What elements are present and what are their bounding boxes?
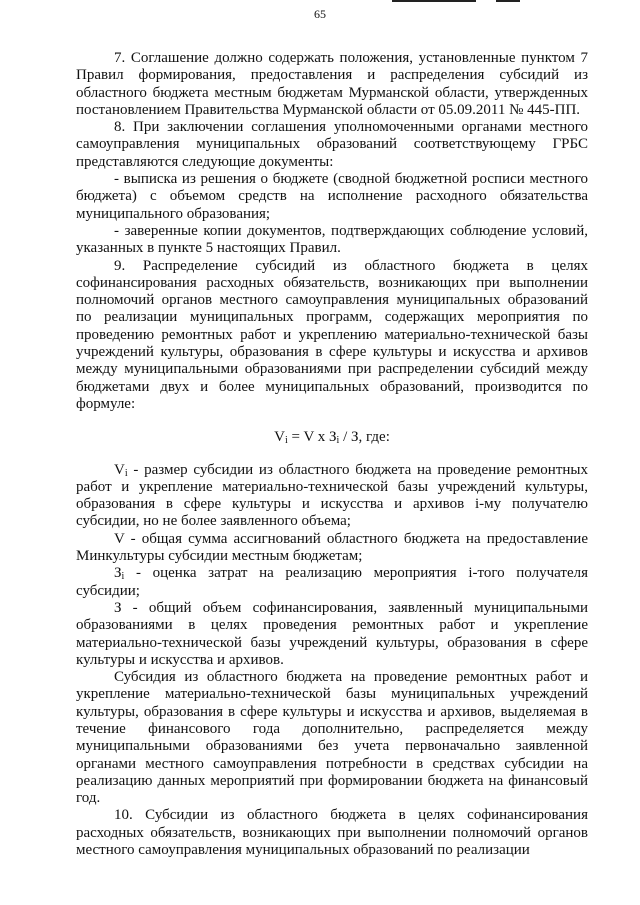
definition-zi: $З_i$ - оценка затрат на реализацию мероприятия i-того получателя субсидии; bbox=[76, 565, 588, 599]
document-body bbox=[76, 50, 588, 859]
scan-edge-mark bbox=[392, 0, 476, 2]
formula: $V_i = V$ x $З_i$ / З, где: bbox=[274, 429, 390, 447]
definition-z: З - общий объем софинансирования, заявленный муниципальными образованиями в целях проведения ремонтных работ и укрепление материально-технической базы учреждений культуры, образования в сфере культуры и искусства и архивов. bbox=[76, 599, 588, 668]
paragraph: 10. Субсидии из областного бюджета в целях софинансирования расходных обязательств, возникающих при выполнении полномочий органов местного самоуправления муниципальных образований по реализации bbox=[76, 807, 588, 859]
paragraph: Субсидия из областного бюджета на проведение ремонтных работ и укрепление материально-технической базы муниципальных учреждений культуры, образования в сфере культуры и искусства и архивов, выделяемая в течение финансового года дополнительно, распределяется между муниципальными образованиями без учета первоначально заявленной органами местного самоуправления потребности в средствах субсидии на реализацию данных мероприятий при формировании бюджета на финансовый год. bbox=[76, 669, 588, 807]
paragraph: - заверенные копии документов, подтверждающих соблюдение условий, указанных в пункте 5 настоящих Правил. bbox=[76, 222, 588, 257]
paragraph: 9. Распределение субсидий из областного бюджета в целях софинансирования расходных обязательств, возникающих при выполнении полномочий органов местного самоуправления муниципальных образований по реализации муниципальных программ, содержащих мероприятия по проведению ремонтных работ и укреплению материально-технической базы учреждений культуры, образования в сфере культуры и искусства и архивов между муниципальными образованиями при распределении субсидий между бюджетами двух и более муниципальных образований, производится по формуле: bbox=[76, 257, 588, 412]
definition-v: V - общая сумма ассигнований областного бюджета на предоставление Минкультуры субсидии местным бюджетам; bbox=[76, 530, 588, 565]
definition-vi: $V_i$ - размер субсидии из областного бюджета на проведение ремонтных работ и укрепление материально-технической базы учреждений культуры, образования в сфере культуры и искусства и архивов i-му получателю субсидии, но не более заявленного объема; bbox=[76, 461, 588, 530]
scan-edge-mark bbox=[496, 0, 520, 2]
paragraph: 8. При заключении соглашения уполномоченными органами местного самоуправления муниципальных образований соответствующему ГРБС представляются следующие документы: bbox=[76, 119, 588, 170]
page-number: 65 bbox=[314, 7, 326, 21]
paragraph: - выписка из решения о бюджете (сводной бюджетной росписи местного бюджета) с объемом средств на исполнение расходного обязательства муниципального образования; bbox=[76, 171, 588, 222]
paragraph: 7. Соглашение должно содержать положения, установленные пунктом 7 Правил формирования, предоставления и распределения субсидий из областного бюджета местным бюджетам Мурманской области, утвержденных постановлением Правительства Мурманской области от 05.09.2011 № 445-ПП. bbox=[76, 50, 588, 118]
